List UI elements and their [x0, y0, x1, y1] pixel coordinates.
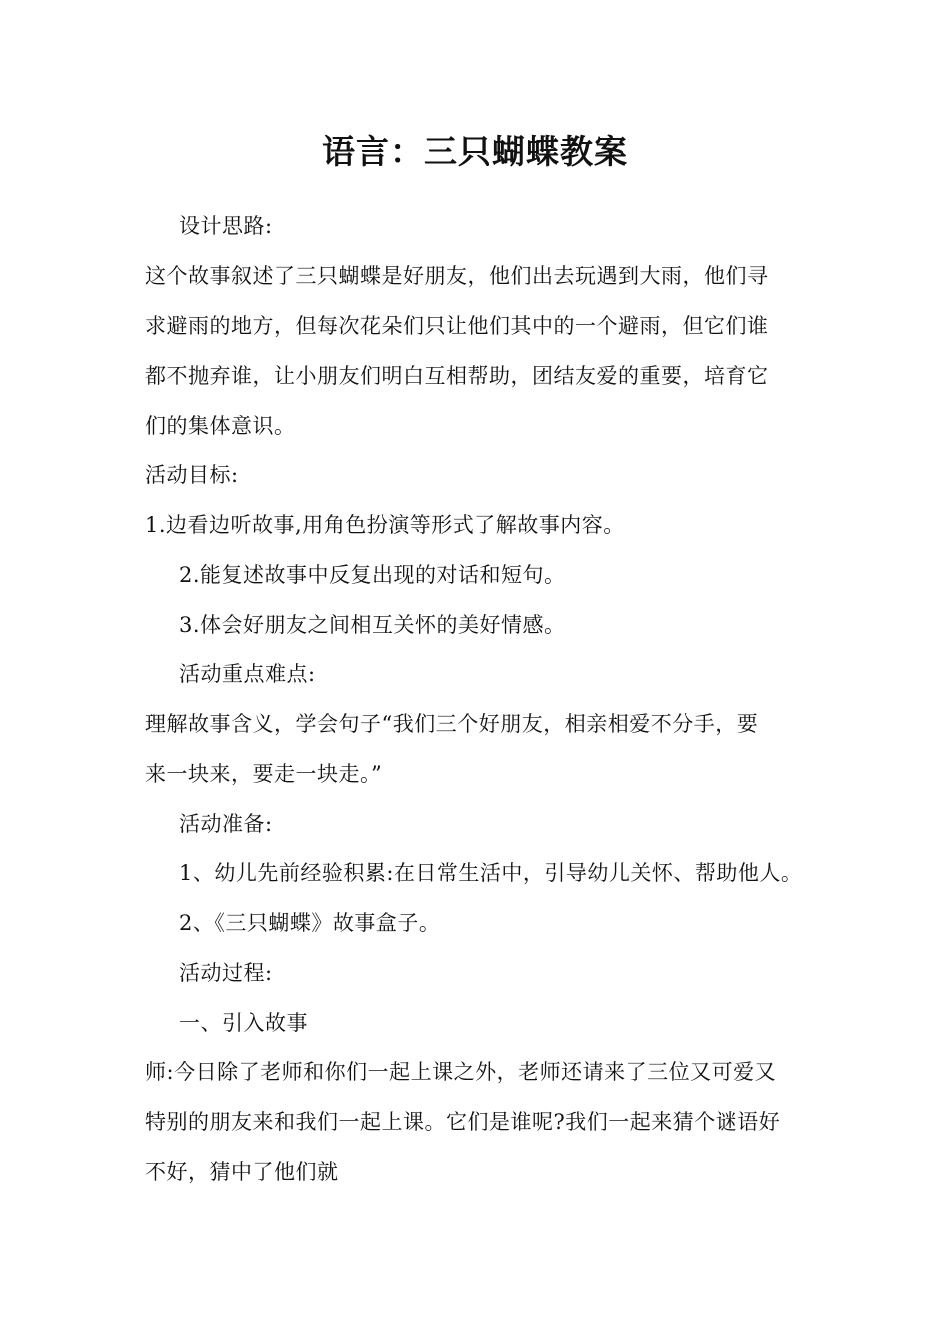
goal-item: 1.边看边听故事,用角色扮演等形式了解故事内容。: [145, 513, 625, 537]
paragraph-line: 理解故事含义，学会句子“我们三个好朋友，相亲相爱不分手，要: [145, 712, 759, 736]
goal-item: 2.能复述故事中反复出现的对话和短句。: [179, 563, 566, 587]
paragraph-line: 这个故事叙述了三只蝴蝶是好朋友，他们出去玩遇到大雨，他们寻: [145, 264, 769, 288]
document-title: 语言：三只蝴蝶教案: [322, 132, 628, 171]
section-heading-key-points: 活动重点难点:: [179, 662, 316, 686]
paragraph-line: 来一块来，要走一块走。”: [145, 762, 383, 786]
preparation-item: 2、《三只蝴蝶》故事盒子。: [179, 911, 441, 935]
paragraph-line: 都不抛弃谁，让小朋友们明白互相帮助，团结友爱的重要，培育它: [145, 364, 769, 388]
section-heading-goals: 活动目标:: [145, 463, 239, 487]
preparation-item: 1、幼儿先前经验积累:在日常生活中，引导幼儿关怀、帮助他人。: [179, 861, 803, 885]
paragraph-line: 们的集体意识。: [145, 414, 296, 438]
section-heading-design: 设计思路:: [179, 214, 273, 238]
paragraph-line: 不好，猜中了他们就: [145, 1160, 339, 1184]
paragraph-line: 求避雨的地方，但每次花朵们只让他们其中的一个避雨，但它们谁: [145, 314, 769, 338]
paragraph-line: 师:今日除了老师和你们一起上课之外，老师还请来了三位又可爱又: [145, 1060, 777, 1084]
goal-item: 3.体会好朋友之间相互关怀的美好情感。: [179, 613, 566, 637]
section-heading-preparation: 活动准备:: [179, 812, 273, 836]
paragraph-line: 特别的朋友来和我们一起上课。它们是谁呢?我们一起来猜个谜语好: [145, 1110, 781, 1134]
section-heading-process: 活动过程:: [179, 961, 273, 985]
process-step-heading: 一、引入故事: [179, 1011, 308, 1035]
